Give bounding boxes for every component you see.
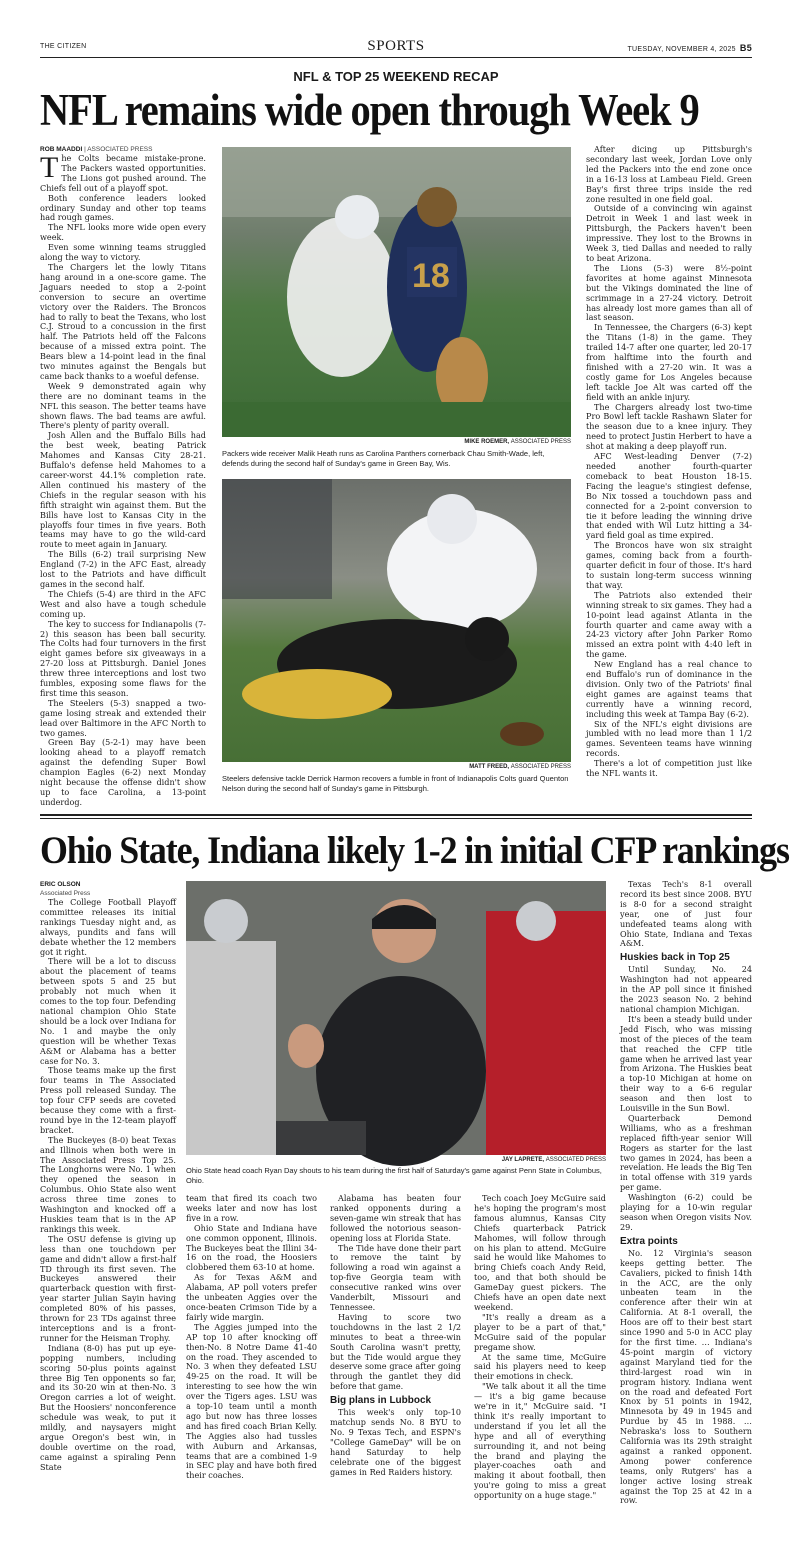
photo2-credit-name: MATT FREED, <box>469 764 510 770</box>
folio-date-page <box>627 43 752 53</box>
photo2-caption: Steelers defensive tackle Derrick Harmon recovers a fumble in front of Indianapolis Colts guard Quenton Nelson during the second half of Sunday's game in Pittsburgh. <box>222 774 569 793</box>
paragraph: Outside of a convincing win against Detroit in Week 1 and last week in Pittsburgh, the Packers haven't been impressive. They lost to the Browns in Week 3, tied Dallas and needed to rally to beat Arizona. <box>586 203 752 263</box>
photo3-credit <box>186 1157 606 1163</box>
paragraph: Texas Tech's 8-1 overall record its best since 2008. BYU is 8-0 for a second straight year, one of just four undefeated teams along with Ohio State, Indiana and Texas A&M. <box>620 879 752 949</box>
paragraph: The Steelers (5-3) snapped a two-game losing streak and extended their lead over Baltimore in the AFC North to two games. <box>40 697 206 738</box>
folio-date: TUESDAY, NOVEMBER 4, 2025 <box>627 46 736 53</box>
paragraph: The College Football Playoff committee releases its initial rankings Tuesday night and, as always, pundits and fans will debate whether the 12 members got it right. <box>40 897 176 957</box>
paragraph: The Aggies jumped into the AP top 10 after knocking off then-No. 8 Notre Dame 41-40 on the road. They ascended to No. 3 when they defeated LSU 49-25 on the road. It will be interesting to see how the win over the Tigers ages. LSU was a top-10 team until a month ago but now has three losses and has fired coach Brian Kelly. The Aggies also had tussles with Auburn and Arkansas, teams that are a combined 1-9 in SEC play and have both fired their coaches. <box>186 1321 317 1481</box>
paragraph: The OSU defense is giving up less than one touchdown per game and didn't allow a first-half TD through its first seven. The Buckeyes answered their quarterback question with first-year starter Julian Sayin having completed 80% of his passes, thrown for 23 TDs against three interceptions and is a front-runner for the Heisman Trophy. <box>40 1233 176 1343</box>
paragraph: Quarterback Demond Williams, who as a freshman replaced fifth-year senior Will Rogers as starter for the last two games in 2024, has been a revelation. He leads the Big Ten in total offense with 319 yards per game. <box>620 1112 752 1193</box>
paragraph: It's been a steady build under Jedd Fisch, who was missing most of the pieces of the team that reached the CFP title game when he arrived last year from Arizona. The Huskies beat a top-10 Michigan at home on their way to a 6-6 regular season and then lost to Louisville in the Sun Bowl. <box>620 1013 752 1114</box>
paragraph: Josh Allen and the Buffalo Bills had the best week, beating Patrick Mahomes and Kansas City 28-21. Buffalo's defense held Mahomes to a career-worst 44.1% completion rate. Allen continued his mastery of the Chiefs in the regular season with his fifth straight win against them. But the Bills have lost to Kansas City in the playoffs four times in five years. Both teams may have to go the wild-card route to meet again in January. <box>40 430 206 550</box>
paragraph: The key to success for Indianapolis (7-2) this season has been ball security. The Colts had four turnovers in the first eight games before six giveaways in a 27-20 loss at Pittsburgh. Daniel Jones threw three interceptions and lost two fumbles, exposing some flaws for the first time this season. <box>40 618 206 698</box>
story2-column-3 <box>330 1194 461 1520</box>
story2-col5b-body <box>620 965 752 1232</box>
paragraph: AFC West-leading Denver (7-2) needed another fourth-quarter comeback to beat Houston 18-15. Facing the league's stingiest defense, Bo Nix tossed a touchdown pass and connected for a 2-point conversion to tie it before leading the winning drive that ended with Wil Lutz hitting a 34-yard field goal as time expired. <box>586 451 752 541</box>
paragraph: As for Texas A&M and Alabama, AP poll voters prefer the unbeaten Aggies over the once-beaten Crimson Tide by a fairly wide margin. <box>186 1272 317 1322</box>
page-number: B5 <box>739 43 752 53</box>
story2-column-1 <box>40 880 176 1520</box>
paragraph: The Chiefs (5-4) are third in the AFC West and also have a tough schedule coming up. <box>40 588 206 619</box>
story1-column-1 <box>40 145 206 807</box>
paragraph: "We talk about it all the time — it's a big game because we're in it," McGuire said. "I think it's really important to understand if you let all the hype and all of everything surrounding it, and not being the brand and playing the player-coaches oath and making it about football, then you're going to miss a great opportunity on a huge stage." <box>474 1381 606 1501</box>
photo-steelers-illustration <box>222 479 571 762</box>
paragraph: New England has a real chance to end Buffalo's run of dominance in the division. Only two of the Patriots' final eight games are against teams that currently have a winning record, including this week at Tampa Bay (6-2). <box>586 659 752 719</box>
paragraph: At the same time, McGuire said his players need to keep their emotions in check. <box>474 1351 606 1382</box>
paragraph: Six of the NFL's eight divisions are jumbled with no lead more than 1 1/2 games. Seventeen teams have winning records. <box>586 718 752 759</box>
photo1-credit-name: MIKE ROEMER, <box>464 439 510 445</box>
page-folio <box>40 38 752 56</box>
paragraph: There will be a lot to discuss about the placement of teams between spots 5 and 25 but probably not much when it comes to the top four. Defending national champion Ohio State should be a lock over Indiana for No. 1 and maybe the only question will be whether Texas A&M or Alabama has a better case for No. 3. <box>40 956 176 1066</box>
paragraph: The Patriots also extended their winning streak to six games. They had a 10-point lead against Atlanta in the fourth quarter and came away with a 24-23 victory after John Parker Romo missed an extra point with 4:40 left in the game. <box>586 589 752 660</box>
photo2-credit <box>222 764 571 770</box>
paragraph: Washington (6-2) could be playing for a 10-win regular season when Oregon visits Nov. 29. <box>620 1192 752 1232</box>
paragraph: The Buckeyes (8-0) beat Texas and Illinois when both were in The Associated Press Top 25. The Longhorns were No. 1 when they opened the season in Columbus. Ohio State also went across three time zones to Washington and knocked off a Huskies team that is in the AP rankings this week. <box>40 1134 176 1234</box>
paragraph: In Tennessee, the Chargers (6-3) kept the Titans (1-8) in the game. They trailed 14-7 after one quarter, led 20-17 from halftime into the fourth and finished with a 27-20 win. It was a costly game for Los Angeles because left tackle Joe Alt was carted off the field with an ankle injury. <box>586 322 752 402</box>
story1-column-4 <box>586 145 752 800</box>
photo-packers-illustration <box>222 147 571 437</box>
paragraph: Having to score two touchdowns in the last 2 1/2 minutes to beat a three-win South Carolina wasn't pretty, but the Tide would argue they deserve some grace after going through the gantlet they did before that game. <box>330 1311 461 1392</box>
paragraph: The Tide have done their part to remove the taint by following a road win against a top-five Georgia team with consecutive ranked wins over Vanderbilt, Missouri and Tennessee. <box>330 1242 461 1312</box>
svg-text:18: 18 <box>412 257 450 295</box>
section-name: SPORTS <box>367 38 425 54</box>
paragraph: Indiana (8-0) has put up eye-popping numbers, including scoring 50-plus points against three Big Ten opponents so far, and its 30-20 win at then-No. 3 Oregon carries a lot of weight. But the Hoosiers' nonconference schedule was weak, to put it mildly, and naysayers might argue Oregon's best win, in double overtime on the road, came against a spiraling Penn State <box>40 1342 176 1472</box>
paragraph: The Lions (5-3) were 8½-point favorites at home against Minnesota but the Vikings dominated the line of scrimmage in a 27-24 victory. Detroit has already lost more games than all of last season. <box>586 262 752 323</box>
story2-byline <box>40 880 176 898</box>
story-divider <box>40 814 752 816</box>
story1-headline: NFL remains wide open through Week 9 <box>40 85 699 135</box>
paper-name: THE CITIZEN <box>40 43 87 50</box>
story-divider-thin <box>40 818 752 819</box>
story2-column-4 <box>474 1194 606 1520</box>
paragraph: No. 12 Virginia's season keeps getting better. The Cavaliers, picked to finish 14th in the ACC, are the only unbeaten team in the conference after their win at California. At 8-1 overall, the Hoos are off to their best start since 1990 and 5-0 in ACC play for the first time. … Indiana's 45-point margin of victory against Maryland tied for the third-largest road win in program history. Indiana went on the road and defeated Fort Knox by 51 points in 1942, Minnesota by 49 in 1945 and Purdue by 45 in 1988. … Nebraska's loss to Southern California was its 29th straight against a ranked opponent. Among power conference teams, only Rutgers' has a longer active losing streak against the Top 25 at 42 in a row. <box>620 1247 752 1506</box>
paragraph: Both conference leaders looked ordinary Sunday and other top teams had rough games. <box>40 192 206 223</box>
paragraph: The Chargers let the lowly Titans hang around in a one-score game. The Jaguars needed to stop a 2-point conversion to secure an overtime victory over the Raiders. The Broncos had to rally to beat the Texans, who lost C.J. Stroud to a concussion in the first half. The Patriots held off the Falcons because of a missed extra point. The Bears blew a 14-point lead in the final two minutes against the Bengals but came back thanks to a woeful defense. <box>40 261 206 381</box>
paragraph: Tech coach Joey McGuire said he's hoping the program's most famous alumnus, Kansas City Chiefs quarterback Patrick Mahomes, will follow through on his plan to attend. McGuire said he would like Mahomes to bring Chiefs coach Andy Reid, too, and that both should be GameDay guest pickers. The Chiefs have an open date next weekend. <box>474 1193 606 1312</box>
photo1-caption: Packers wide receiver Malik Heath runs as Carolina Panthers cornerback Chau Smith-Wade, left, defends during the second half of Sunday's game in Green Bay, Wis. <box>222 449 545 468</box>
dropcap: T <box>40 151 59 184</box>
story2-col1-body <box>40 898 176 1473</box>
folio-rule <box>40 57 752 58</box>
subhead-huskies: Huskies back in Top 25 <box>620 952 730 964</box>
paragraph: he Colts became mistake-prone. The Packers wasted opportunities. The Lions got pushed around. The Chiefs fell out of a playoff spot. <box>40 153 206 193</box>
story2-col2-body <box>186 1194 317 1481</box>
paragraph: Those teams make up the first four teams in The Associated Press poll released Sunday. The top four CFP seeds are coveted because they come with a first-round bye in the 12-team playoff bracket. <box>40 1065 176 1135</box>
paragraph: "It's really a dream as a player to be a part of that," McGuire said of the popular pregame show. <box>474 1311 606 1352</box>
story1-col4-body <box>586 145 752 779</box>
paragraph: The Bills (6-2) trail surprising New England (7-2) in the AFC East, already lost to the Patriots and have difficult games in the second half. <box>40 549 206 589</box>
paragraph: This week's only top-10 matchup sends No. 8 BYU to No. 9 Texas Tech, and ESPN's "College GameDay" will be on hand Saturday to help celebrate one of the biggest games in Red Raiders history. <box>330 1407 461 1477</box>
story2-col3-body <box>330 1194 461 1392</box>
photo-steelers-colts <box>222 479 571 762</box>
paragraph: The Chargers already lost two-time Pro Bowl left tackle Rashawn Slater for the season due to a knee injury. They need to protect Justin Herbert to have a shot at making a deep playoff run. <box>586 401 752 452</box>
story2-col5c-body <box>620 1249 752 1507</box>
paragraph: team that fired its coach two weeks later and now has lost five in a row. <box>186 1193 317 1223</box>
photo1-credit <box>222 439 571 445</box>
paragraph: Alabama has beaten four ranked opponents during a seven-game win streak that has followed the notorious season-opening loss at Florida State. <box>330 1193 461 1243</box>
story1-col1-body <box>40 151 206 808</box>
byline-name: ROB MAADDI <box>40 146 83 153</box>
photo-ryan-day-illustration <box>186 881 606 1155</box>
byline2-name: ERIC OLSON <box>40 881 81 888</box>
photo1-credit-org: ASSOCIATED PRESS <box>510 439 571 445</box>
photo2-credit-org: ASSOCIATED PRESS <box>510 764 571 770</box>
story2-column-5 <box>620 880 752 1520</box>
paragraph: Week 9 demonstrated again why there are no dominant teams in the NFL this season. The better teams have shown flaws. The bad teams are awful. There's plenty of parity overall. <box>40 380 206 431</box>
subhead-lubbock: Big plans in Lubbock <box>330 1395 432 1407</box>
paragraph: Even some winning teams struggled along the way to victory. <box>40 242 206 263</box>
photo3-caption: Ohio State head coach Ryan Day shouts to his team during the first half of Saturday's game against Penn State in Columbus, Ohio. <box>186 1166 602 1185</box>
paragraph: Green Bay (5-2-1) may have been looking ahead to a playoff rematch against the defending Super Bowl champion Eagles (6-2) next Monday night because the offense didn't show up to face Carolina, a 13-point underdog. <box>40 737 206 807</box>
photo3-credit-name: JAY LAPRETE, <box>501 1157 545 1163</box>
photo-ryan-day <box>186 881 606 1155</box>
story2-col5a-body <box>620 880 752 949</box>
story2-col3b-body <box>330 1408 461 1477</box>
byline-org: | ASSOCIATED PRESS <box>84 146 153 153</box>
paragraph: After dicing up Pittsburgh's secondary last week, Jordan Love only led the Packers into the end zone once in a 16-13 loss at Lambeau Field. Green Bay's first three trips inside the red zone resulted in one field goal. <box>586 144 752 204</box>
subhead-extra-points: Extra points <box>620 1235 678 1247</box>
paragraph: Until Sunday, No. 24 Washington had not appeared in the AP poll since it finished the 2023 season No. 2 behind national champion Michigan. <box>620 964 752 1014</box>
paragraph: The Broncos have won six straight games, coming back from a fourth-quarter deficit in four of those. It's hard to sustain long-term success winning that way. <box>586 540 752 590</box>
photo3-credit-org: ASSOCIATED PRESS <box>545 1157 606 1163</box>
story2-column-2 <box>186 1194 317 1520</box>
story2-headline: Ohio State, Indiana likely 1-2 in initial CFP rankings <box>40 829 789 872</box>
story1-kicker: NFL & TOP 25 WEEKEND RECAP <box>293 69 499 84</box>
byline2-org: Associated Press <box>40 890 91 897</box>
photo-packers-panthers <box>222 147 571 437</box>
paragraph: The NFL looks more wide open every week. <box>40 222 206 243</box>
paragraph: There's a lot of competition just like the NFL wants it. <box>586 758 752 779</box>
paragraph: Ohio State and Indiana have one common opponent, Illinois. The Buckeyes beat the Illini 34-16 on the road, the Hoosiers clobbered them 63-10 at home. <box>186 1222 317 1273</box>
story2-col4-body <box>474 1194 606 1501</box>
